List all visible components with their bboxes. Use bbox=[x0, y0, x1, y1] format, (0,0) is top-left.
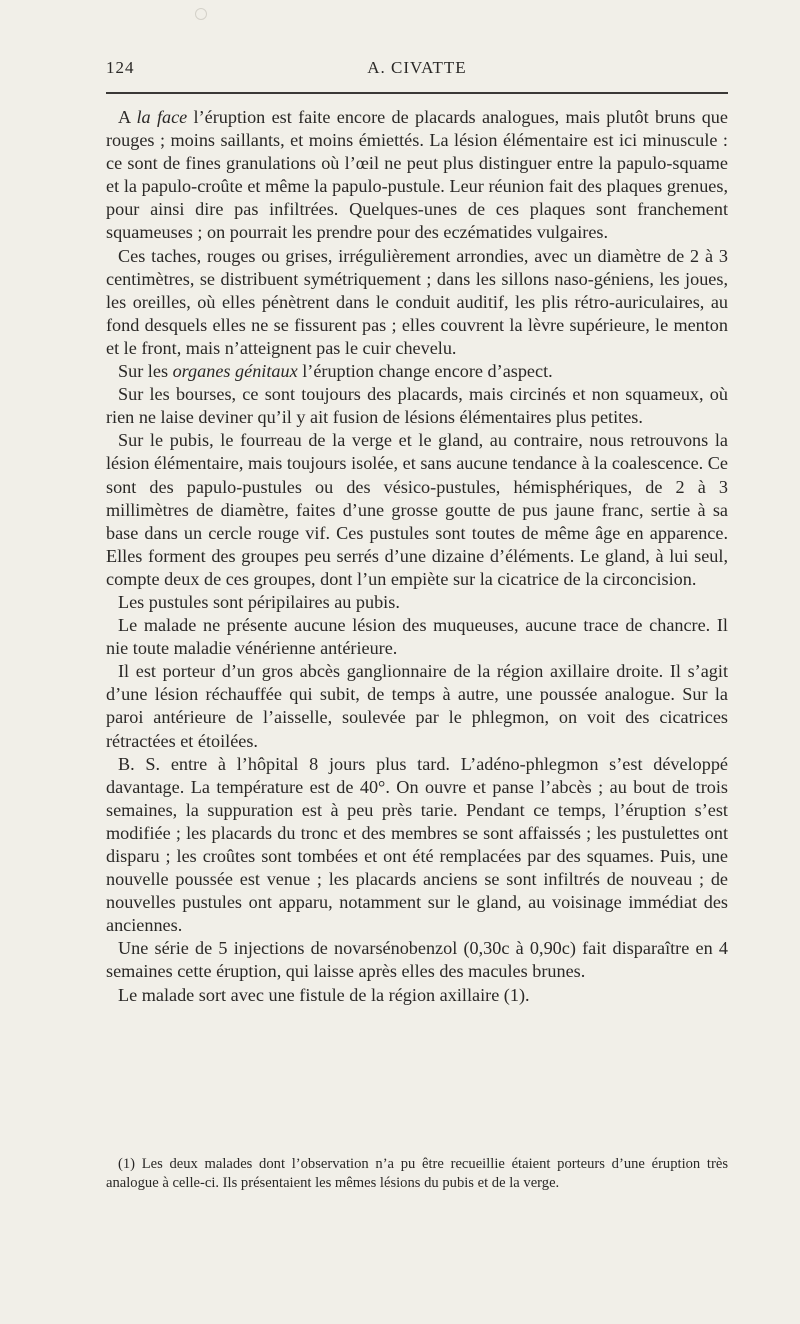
paragraph: Sur le pubis, le fourreau de la verge et le gland, au contraire, nous retrouvons la lésion élémentaire, mais toujours isolée, et sans aucune tendance à la coalescence. Ce sont des papulo-pustules ou des vésico-pustules, hémisphériques, de 2 à 3 millimètres de diamètre, faites d’une grosse goutte de pus jaune franc, sertie à sa base dans un cercle rouge vif. Ces pustules sont toutes de même âge en apparence. Elles forment des groupes peu serrés d’une dizaine d’éléments. Le gland, à lui seul, compte deux de ces groupes, dont l’un empiète sur la cicatrice de la circoncision. bbox=[106, 430, 728, 589]
paragraph: Le malade ne présente aucune lésion des muqueuses, aucune trace de chancre. Il nie toute maladie vénérienne antérieure. bbox=[106, 615, 728, 659]
running-head: A. CIVATTE bbox=[367, 58, 467, 77]
page-header bbox=[106, 58, 728, 82]
page-number: 124 bbox=[106, 58, 135, 77]
header-rule bbox=[106, 92, 728, 94]
paragraph: Ces taches, rouges ou grises, irrégulièrement arrondies, avec un diamètre de 2 à 3 centimètres, se distribuent symétriquement ; dans les sillons naso-géniens, les joues, les oreilles, où elles pénètrent dans le conduit auditif, les plis rétro-auriculaires, au fond desquels elles ne se fissurent pas ; elles couvrent la lèvre supérieure, le menton et le front, mais n’atteignent pas le cuir chevelu. bbox=[106, 245, 728, 358]
footnote bbox=[106, 1155, 728, 1192]
page-stamp-mark bbox=[195, 8, 207, 20]
paragraph: Le malade sort avec une fistule de la région axillaire (1). bbox=[118, 984, 530, 1005]
paragraph: Sur les bourses, ce sont toujours des placards, mais circinés et non squameux, où rien ne laise deviner qu’il y ait fusion de lésions élémentaires plus petites. bbox=[106, 384, 728, 428]
paragraph: Il est porteur d’un gros abcès ganglionnaire de la région axillaire droite. Il s’agit d’une lésion réchauffée qui subit, de temps à autre, une poussée analogue. Sur la paroi antérieure de l’aisselle, soulevée par le phlegmon, on voit des cicatrices rétractées et étoilées. bbox=[106, 661, 728, 751]
footnote-text: (1) Les deux malades dont l’observation n’a pu être recueillie étaient porteurs d’une éruption très analogue à celle-ci. Ils présentaient les mêmes lésions du pubis et de la verge. bbox=[106, 1156, 728, 1191]
paragraph: Sur les organes génitaux l’éruption change encore d’aspect. bbox=[118, 361, 553, 382]
paragraph: A la face l’éruption est faite encore de placards analogues, mais plutôt bruns que rouges ; moins saillants, et moins émiettés. La lésion élémentaire est ici minuscule : ce sont de fines granulations où l’œil ne peut plus distinguer entre la papulo-squame et la papulo-croûte et même la papulo-pustule. Leur réunion fait des plaques grenues, pour ainsi dire pas infiltrées. Quelques-unes de ces plaques sont franchement squameuses ; on pourrait les prendre pour des eczématides vulgaires. bbox=[106, 107, 728, 243]
paragraph: Une série de 5 injections de novarsénobenzol (0,30c à 0,90c) fait disparaître en 4 semaines cette éruption, qui laisse après elles des macules brunes. bbox=[106, 938, 728, 982]
paragraph: B. S. entre à l’hôpital 8 jours plus tard. L’adéno-phlegmon s’est développé davantage. La température est de 40°. On ouvre et panse l’abcès ; au bout de trois semaines, la suppuration est à peu près tarie. Pendant ce temps, l’éruption s’est modifiée ; les placards du tronc et des membres se sont affaissés ; les pustulettes ont disparu ; les croûtes sont tombées et ont été remplacées par des squames. Puis, une nouvelle poussée est venue ; les placards anciens se sont infiltrés de nouveau ; de nouvelles pustules ont apparu, notamment sur le gland, au voisinage immédiat des anciennes. bbox=[106, 753, 728, 936]
paragraph: Les pustules sont péripilaires au pubis. bbox=[118, 591, 400, 612]
body-text bbox=[106, 106, 728, 1007]
